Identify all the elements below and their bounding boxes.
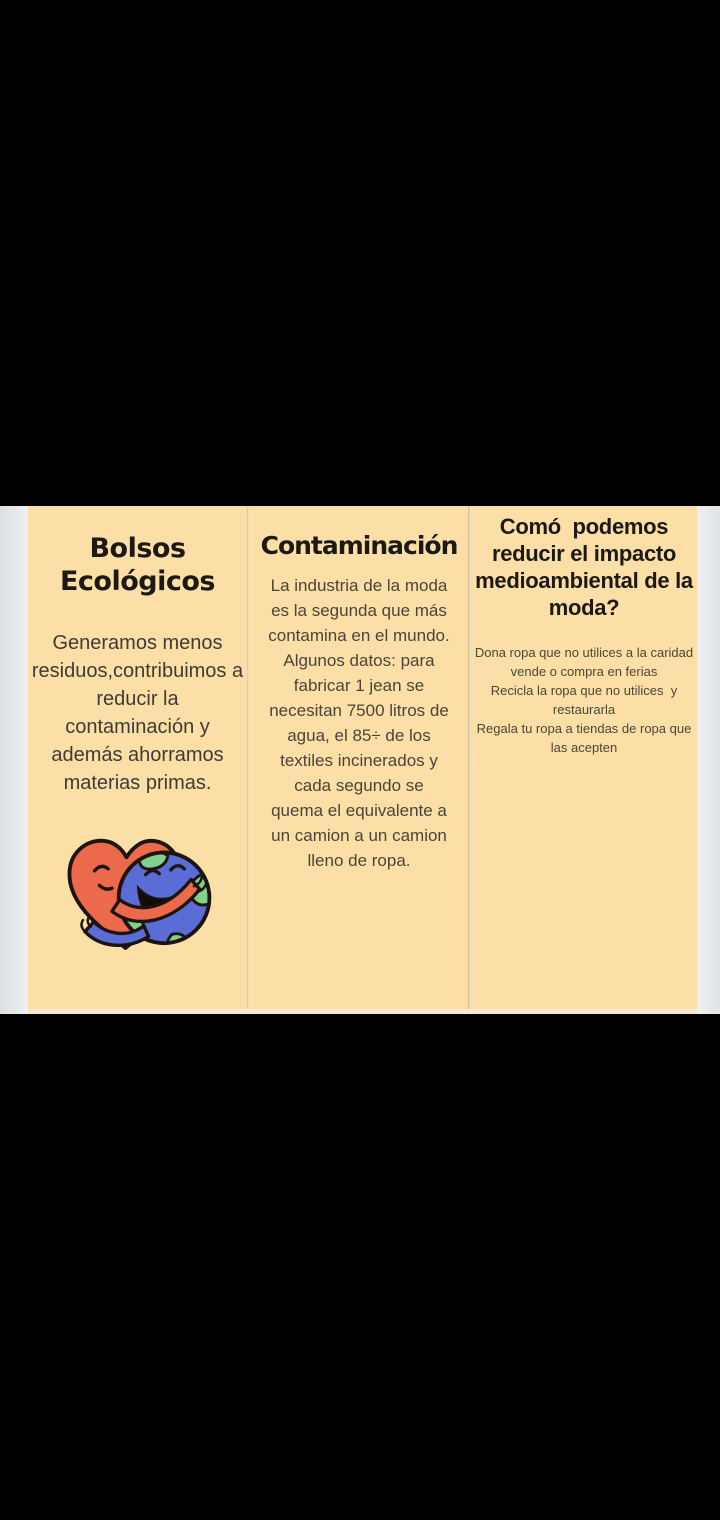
panel-middle-paragraph: La industria de la moda es la segunda que más contamina en el mundo. Algunos datos: para fabricar 1 jean se necesitan 7500 litros de agua, el 85÷ de los textiles incinerados y cada segundo se quema el equivalente a un camion a un camion lleno de ropa.	[268, 576, 450, 870]
panel-left-paragraph: Generamos menos residuos,contribuimos a reducir la contaminación y además ahorramos materias primas.	[31, 632, 244, 794]
panel-middle-title: Contaminación	[260, 531, 458, 560]
panel-right-title-line: Comó podemos	[499, 514, 669, 539]
tip-line: Recicla la ropa que no utilices y	[490, 683, 678, 698]
tip-line: vende o compra en ferias	[510, 664, 658, 679]
brochure-band	[0, 506, 720, 1014]
tip-line: las acepten	[550, 740, 618, 755]
panel-left-title-line: Ecológicos	[59, 566, 215, 597]
tip-line: restaurarla	[552, 702, 616, 717]
panel-reducir-impacto	[471, 506, 697, 1014]
panel-bolsos-ecologicos	[28, 506, 247, 1014]
panel-left-title-line: Bolsos	[89, 533, 186, 564]
brochure-bottom-edge	[28, 1009, 697, 1014]
panel-left-title	[28, 532, 247, 598]
panel-right-title-line: moda?	[548, 595, 620, 620]
panel-right-tips	[471, 643, 697, 757]
brochure	[28, 506, 697, 1014]
tip-line: Regala tu ropa a tiendas de ropa que	[476, 721, 692, 736]
panel-right-title	[471, 513, 697, 621]
left-gutter	[0, 506, 28, 1014]
tip-line: Dona ropa que no utilices a la caridad	[474, 645, 694, 660]
panel-right-title-line: medioambiental de la	[475, 568, 693, 593]
right-gutter	[697, 506, 720, 1014]
panel-right-title-line: reducir el impacto	[491, 541, 677, 566]
panel-contaminacion	[250, 506, 468, 1014]
heart-hugging-earth-illustration	[56, 822, 220, 964]
